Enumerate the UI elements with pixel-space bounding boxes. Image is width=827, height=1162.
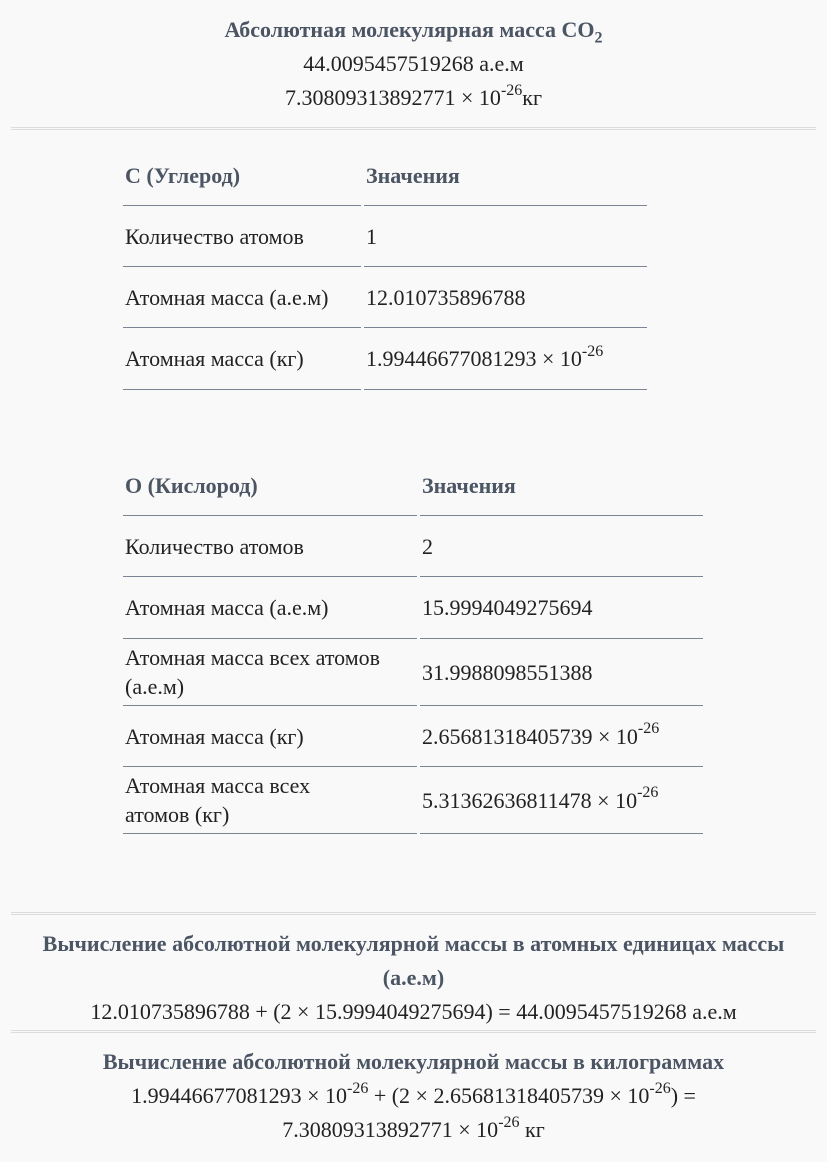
amu-calculation-title: Вычисление абсолютной молекулярной массы в атомных единицах массы (а.е.м)	[42, 931, 785, 990]
formula-exponent: -26	[498, 1113, 520, 1131]
amu-value: 44.0095457519268 а.е.м	[303, 51, 524, 76]
row-value	[364, 328, 647, 390]
row-label: Атомная масса (а.е.м)	[123, 577, 417, 639]
table-row	[123, 516, 703, 577]
oxygen-table	[120, 456, 706, 834]
column-header: Значения	[364, 146, 647, 206]
title-subscript: 2	[594, 29, 603, 47]
table-row	[123, 328, 647, 390]
row-value: 15.9994049275694	[420, 577, 703, 639]
column-header: Значения	[420, 456, 703, 516]
table-row	[123, 206, 647, 267]
carbon-table	[120, 146, 650, 390]
kg-value	[0, 81, 827, 115]
formula-exponent: -26	[346, 1079, 369, 1097]
molecular-mass-summary	[0, 13, 827, 115]
value-mantissa: 1.99446677081293 × 10	[366, 346, 582, 371]
formula-part: ) =	[670, 1083, 696, 1108]
row-label: Атомная масса (а.е.м)	[123, 267, 361, 328]
row-label: Количество атомов	[123, 516, 417, 577]
row-value	[420, 706, 703, 767]
formula-part: 1.99446677081293 × 10	[131, 1083, 347, 1108]
column-header: C (Углерод)	[123, 146, 361, 206]
divider	[11, 1030, 816, 1033]
column-header: O (Кислород)	[123, 456, 417, 516]
value-exponent: -26	[581, 342, 604, 360]
title-text: Абсолютная молекулярная масса CO	[224, 17, 595, 42]
table-row	[123, 577, 703, 639]
row-label-text: Атомная масса всех атомов (кг)	[125, 773, 311, 827]
amu-calculation	[15, 927, 812, 1029]
value-mantissa: 2.65681318405739 × 10	[422, 723, 638, 749]
row-value: 2	[420, 516, 703, 577]
kg-calculation-formula	[15, 1079, 812, 1147]
row-value: 12.010735896788	[364, 267, 647, 328]
row-value: 1	[364, 206, 647, 267]
table-row	[123, 267, 647, 328]
table-row	[123, 767, 703, 834]
value-exponent: -26	[637, 720, 660, 738]
divider	[11, 912, 816, 915]
row-label: Количество атомов	[123, 206, 361, 267]
table-header-row	[123, 146, 647, 206]
table-header-row	[123, 456, 703, 516]
kg-exponent: -26	[500, 81, 523, 99]
kg-unit: кг	[522, 85, 542, 110]
amu-calculation-formula: 12.010735896788 + (2 × 15.9994049275694) = 44.0095457519268 а.е.м	[90, 999, 737, 1024]
page-title	[0, 13, 827, 47]
kg-mantissa: 7.30809313892771 × 10	[285, 85, 501, 110]
formula-exponent: -26	[649, 1079, 671, 1097]
value-mantissa: 5.31362636811478 × 10	[422, 787, 638, 813]
formula-part: кг	[519, 1117, 545, 1142]
row-label	[123, 767, 417, 834]
kg-calculation-title: Вычисление абсолютной молекулярной массы в килограммах	[102, 1049, 725, 1074]
table-row	[123, 639, 703, 706]
row-label: Атомная масса всех атомов (а.е.м)	[123, 639, 417, 706]
table-row	[123, 706, 703, 767]
divider	[11, 127, 816, 130]
kg-calculation	[15, 1045, 812, 1147]
formula-part: 7.30809313892771 × 10	[282, 1117, 499, 1142]
row-label: Атомная масса (кг)	[123, 706, 417, 767]
row-label: Атомная масса (кг)	[123, 328, 361, 390]
formula-part: + (2 × 2.65681318405739 × 10	[368, 1083, 650, 1108]
row-value	[420, 767, 703, 834]
value-exponent: -26	[637, 784, 659, 802]
row-value: 31.9988098551388	[420, 639, 703, 706]
